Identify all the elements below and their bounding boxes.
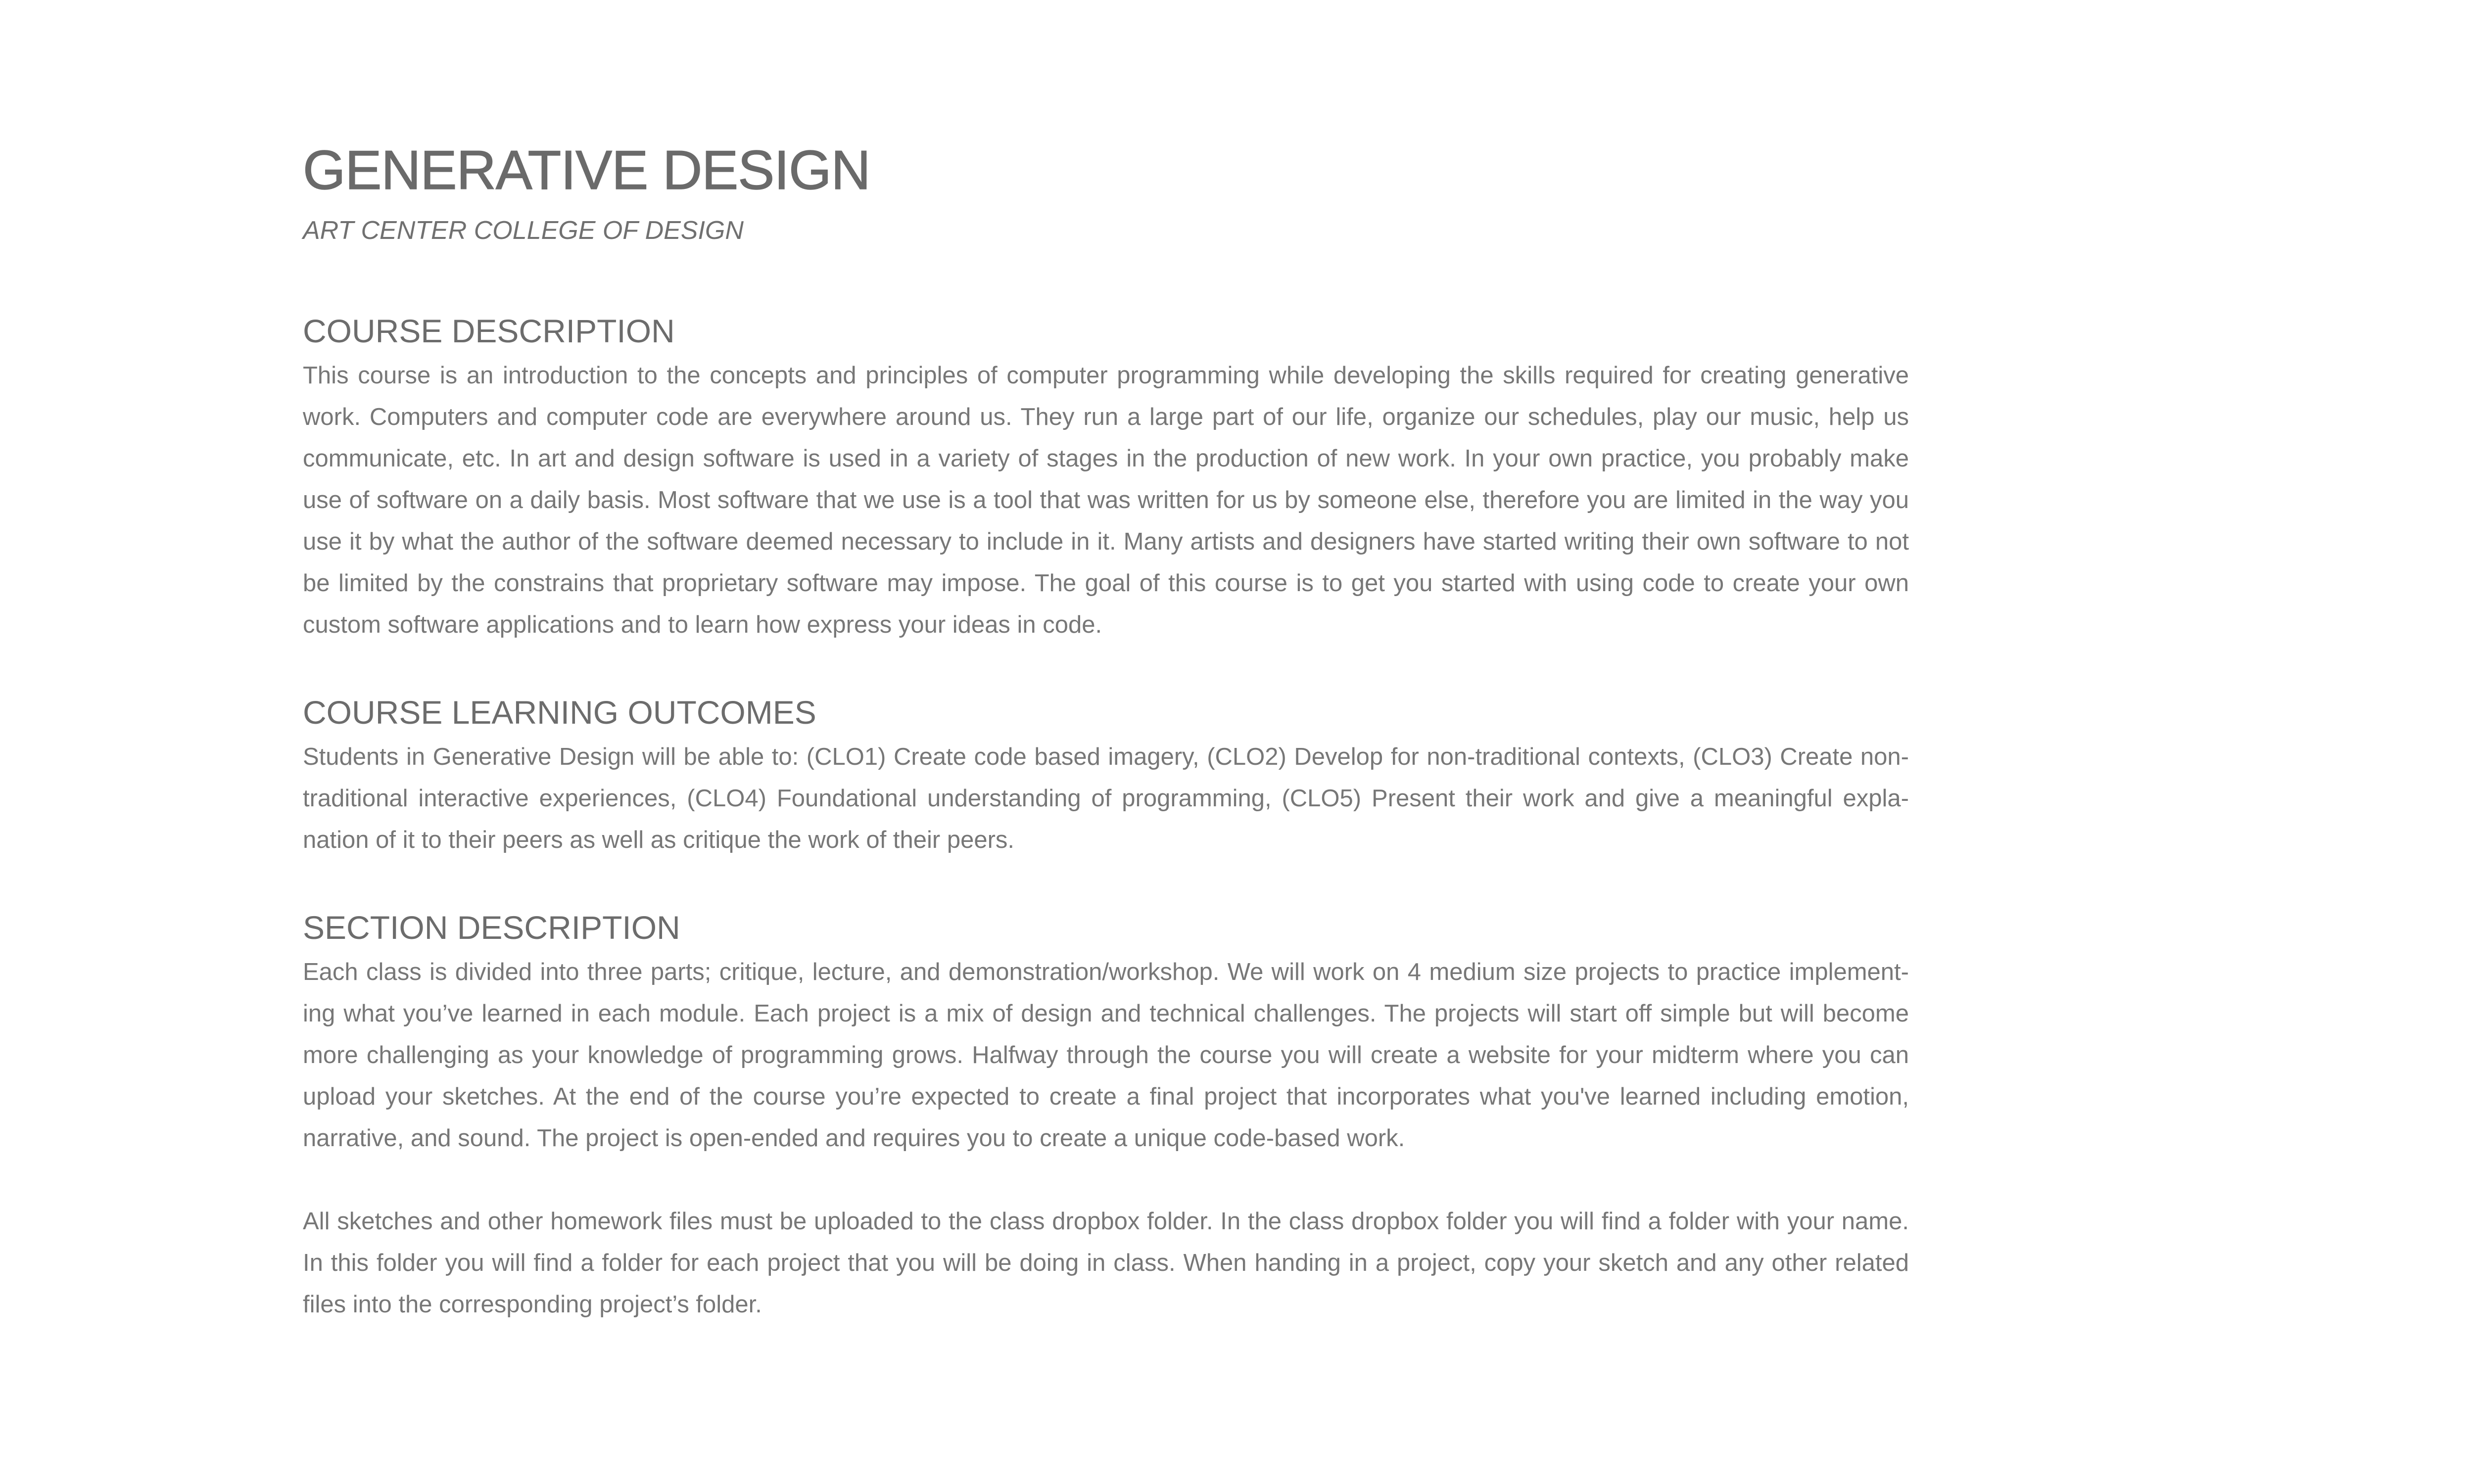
- section-paragraph: This course is an introduction to the concepts and principles of computer programming while developing the skills required for creating generative work. Computers and computer code are everywhere around us. They run a large part of our life, organize our schedules, play our music, help us communicate, etc. In art and design software is used in a variety of stages in the production of new work. In your own practice, you probably make use of software on a daily basis. Most software that we use is a tool that was written for us by someone else, therefore you are limited in the way you use it by what the author of the software deemed necessary to include in it. Many artists and designers have started writing their own software to not be limited by the constrains that proprietary software may impose. The goal of this course is to get you started with using code to create your own custom software applications and to learn how express your ideas in code.: [303, 362, 1909, 638]
- section-paragraph: Students in Generative Design will be able to: (CLO1) Create code based imagery, (CLO2) Develop for non-traditional contexts, (CLO3) Create non-traditional interactive experiences, (CLO4) Foundational understanding of programming, (CLO5) Present their work and give a meaningful expla-nation of it to their peers as well as critique the work of their peers.: [303, 743, 1909, 853]
- document-subtitle: ART CENTER COLLEGE OF DESIGN: [303, 216, 744, 245]
- document-title: GENERATIVE DESIGN: [303, 139, 870, 201]
- section-course-description: [303, 312, 1909, 646]
- section-paragraph: All sketches and other homework files must be uploaded to the class dropbox folder. In the class dropbox folder you will find a folder with your name. In this folder you will find a folder for each project that you will be doing in class. When handing in a project, copy your sketch and any other related files into the corresponding project’s folder.: [303, 1208, 1909, 1318]
- section-section-description: [303, 908, 1909, 1325]
- document-page: [303, 138, 1909, 1325]
- section-paragraph: Each class is divided into three parts; critique, lecture, and demonstration/workshop. We will work on 4 medium size projects to practice implement-ing what you’ve learned in each module. Each project is a mix of design and technical challenges. The projects will start off simple but will become more challenging as your knowledge of programming grows. Halfway through the course you will create a website for your midterm where you can upload your sketches. At the end of the course you’re expected to create a final project that incorporates what you've learned including emotion, narrative, and sound. The project is open-ended and requires you to create a unique code-based work.: [303, 959, 1909, 1152]
- section-course-learning-outcomes: [303, 693, 1909, 861]
- section-heading: COURSE LEARNING OUTCOMES: [303, 694, 816, 731]
- section-heading: COURSE DESCRIPTION: [303, 312, 675, 349]
- section-heading: SECTION DESCRIPTION: [303, 909, 680, 946]
